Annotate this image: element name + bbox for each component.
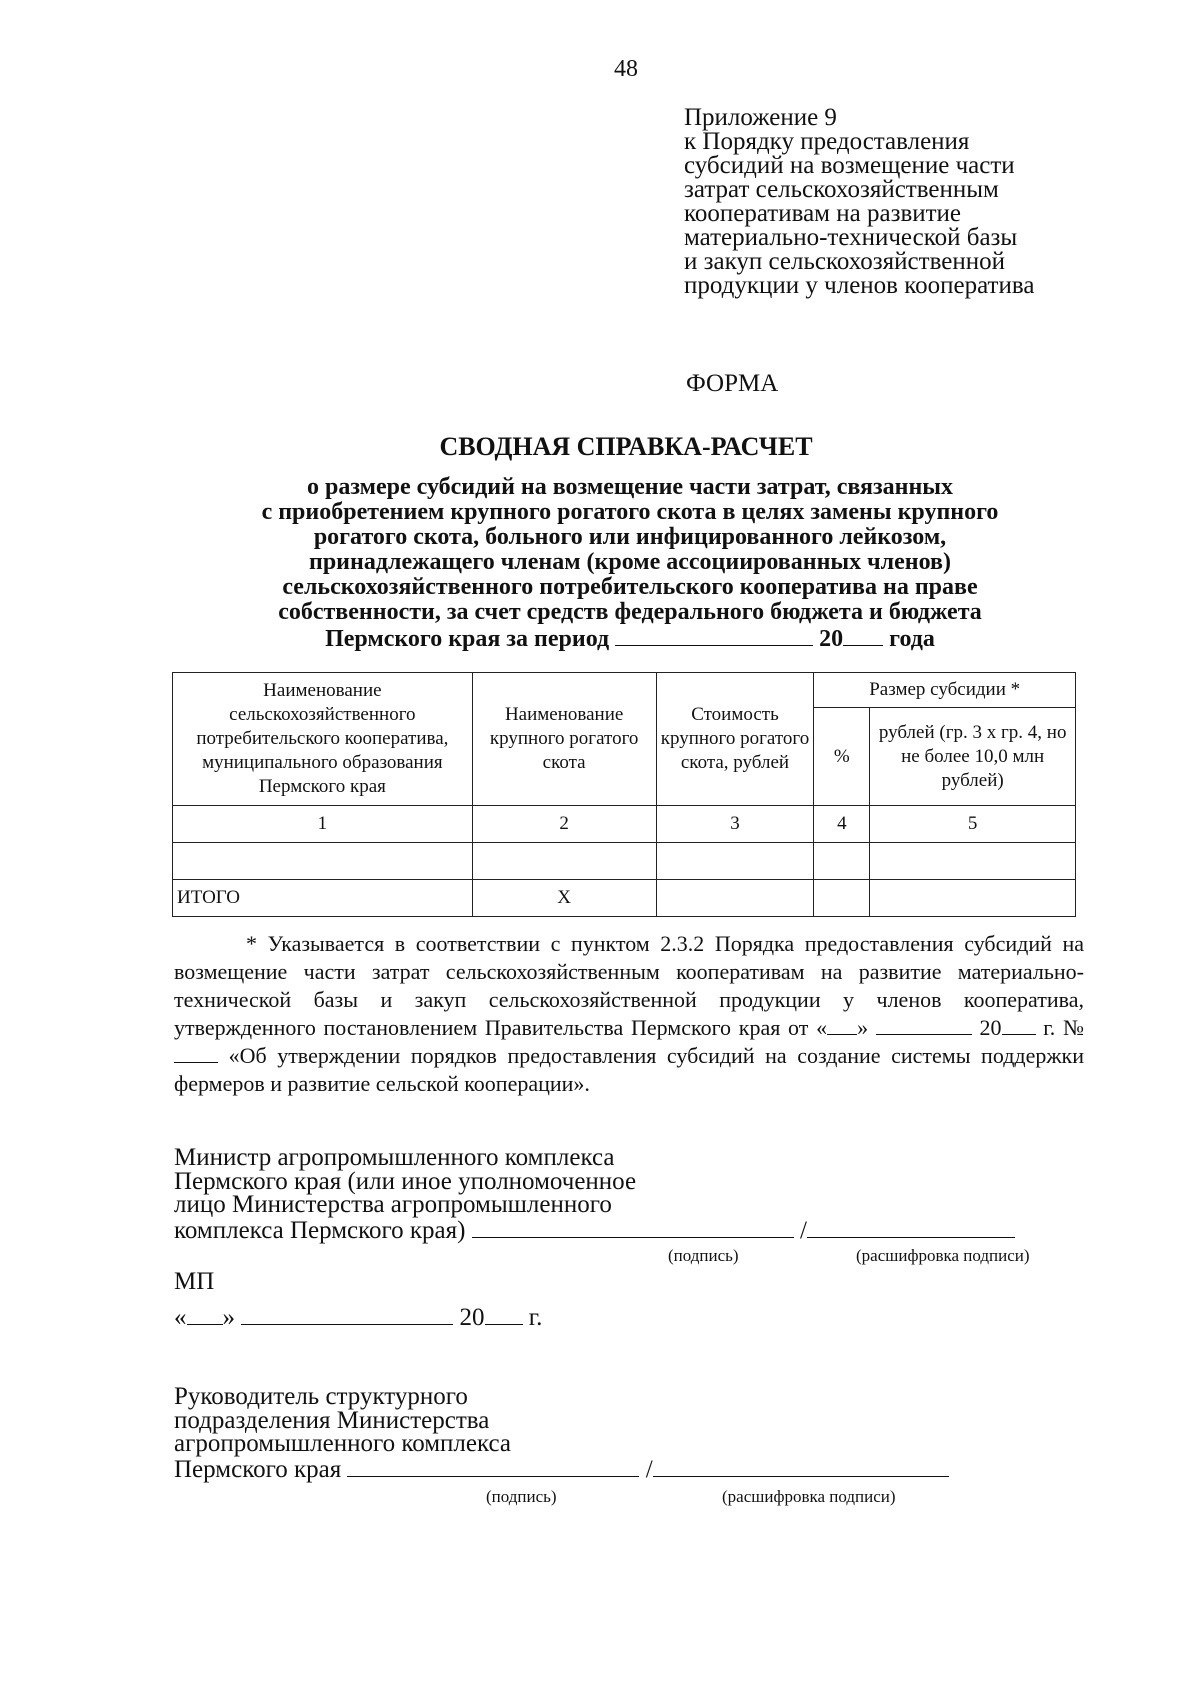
signer-title-line: подразделения Министерства	[174, 1406, 490, 1434]
subtitle-line: сельскохозяйственного потребительского кооператива на праве	[282, 574, 978, 600]
stamp-label: МП	[174, 1268, 215, 1295]
signer-title-last: комплекса Пермского края)	[174, 1216, 466, 1244]
date-line	[174, 1304, 542, 1332]
signer-title-last: Пермского края	[174, 1455, 342, 1483]
annex-line: к Порядку предоставления	[684, 128, 970, 155]
footnote-year-blank[interactable]	[1002, 1014, 1036, 1035]
annex-line: материально-технической базы	[684, 224, 1018, 251]
signer-title-line: Министр агропромышленного комплекса	[174, 1144, 615, 1171]
signer-title-line: Пермского края (или иное уполномоченное	[174, 1167, 637, 1195]
column-number: 1	[173, 806, 473, 843]
annex-block	[684, 106, 1034, 298]
subtitle-line: собственности, за счет средств федерального бюджета и бюджета	[278, 599, 982, 625]
signature-slash: /	[799, 1216, 807, 1244]
header-percent: %	[814, 708, 870, 806]
footnote-year: 20	[979, 1015, 1002, 1040]
total-rubles-cell[interactable]	[870, 880, 1076, 917]
table-cell[interactable]	[870, 843, 1076, 880]
footnote-quote-close: »	[857, 1015, 869, 1040]
page-number: 48	[614, 56, 638, 82]
period-suffix: года	[889, 626, 935, 652]
footnote-month-blank[interactable]	[876, 1014, 972, 1035]
caption-signature: (подпись)	[486, 1487, 557, 1506]
footnote-from: от «	[788, 1015, 828, 1040]
signature-blank[interactable]	[347, 1456, 639, 1477]
numbers-row	[173, 806, 1076, 843]
annex-line: продукции у членов кооператива	[684, 272, 1035, 299]
decoding-blank[interactable]	[653, 1456, 949, 1477]
subtitle-last-line	[160, 625, 1100, 652]
caption-signature: (подпись)	[668, 1246, 739, 1265]
table-cell[interactable]	[173, 843, 473, 880]
footnote	[174, 930, 1084, 1098]
signature-blank[interactable]	[472, 1217, 794, 1238]
date-year: 20	[459, 1304, 485, 1331]
decoding-blank[interactable]	[807, 1217, 1015, 1238]
signature-slash: /	[645, 1455, 653, 1483]
document-title: СВОДНАЯ СПРАВКА-РАСЧЕТ	[439, 432, 813, 461]
date-suffix: г.	[528, 1304, 543, 1331]
subtitle-line: принадлежащего членам (кроме ассоциированных членов)	[309, 549, 951, 575]
minister-signature-block	[174, 1146, 1015, 1242]
header-cattle-name: Наименование крупного рогатого скота	[472, 673, 656, 806]
annex-line: Приложение 9	[684, 104, 837, 131]
period-year: 20	[819, 626, 844, 652]
header-subsidy-size: Размер субсидии *	[814, 673, 1076, 708]
footnote-number-blank[interactable]	[174, 1042, 218, 1063]
header-cattle-cost: Стоимость крупного рогатого скота, рублей	[656, 673, 814, 806]
column-number: 5	[870, 806, 1076, 843]
column-number: 3	[656, 806, 814, 843]
caption-decoding: (расшифровка подписи)	[722, 1487, 896, 1506]
annex-line: затрат сельскохозяйственным	[684, 176, 999, 203]
form-label: ФОРМА	[686, 370, 779, 397]
empty-data-row	[173, 843, 1076, 880]
total-percent-cell[interactable]	[814, 880, 870, 917]
signer-last-line	[174, 1217, 1015, 1243]
date-close-quote: »	[222, 1304, 235, 1331]
total-label: ИТОГО	[173, 880, 473, 917]
year-blank[interactable]	[843, 625, 883, 646]
footnote-number-label: г. №	[1043, 1015, 1084, 1040]
signer-last-line	[174, 1456, 949, 1482]
signer-title-line: агропромышленного комплекса	[174, 1430, 512, 1457]
footnote-text-1: * Указывается в соответствии с пунктом 2.3.2 Порядка предоставления субсидий на возмещение части затрат сельскохозяйственным кооперативам на развитие материально-технической базы и закуп сельскохозяйственной продукции у членов кооператива, утвержденного постановлением Правительства Пермского края	[174, 931, 1084, 1040]
column-number: 4	[814, 806, 870, 843]
caption-decoding: (расшифровка подписи)	[856, 1246, 1030, 1265]
period-blank[interactable]	[615, 625, 813, 646]
subsidy-table	[172, 672, 1076, 917]
column-number: 2	[472, 806, 656, 843]
table-cell[interactable]	[656, 843, 814, 880]
annex-line: кооперативам на развитие	[684, 200, 962, 227]
subtitle-line: о размере субсидий на возмещение части затрат, связанных	[306, 474, 954, 500]
date-day-blank[interactable]	[187, 1304, 223, 1325]
subtitle-line: рогатого скота, больного или инфицированного лейкозом,	[313, 524, 947, 550]
annex-line: и закуп сельскохозяйственной	[684, 248, 1005, 275]
document-subtitle	[160, 475, 1100, 652]
header-rubles: рублей (гр. 3 x гр. 4, но не более 10,0 млн рублей)	[870, 708, 1076, 806]
footnote-text-2: «Об утверждении порядков предоставления субсидий на создание системы поддержки фермеров и развитие сельской кооперации».	[174, 1043, 1085, 1096]
footnote-day-blank[interactable]	[827, 1014, 857, 1035]
table-cell[interactable]	[472, 843, 656, 880]
period-prefix: Пермского края за период	[325, 626, 610, 652]
total-cattle-x: X	[472, 880, 656, 917]
head-signature-block	[174, 1385, 949, 1481]
header-cooperative: Наименование сельскохозяйственного потребительского кооператива, муниципального образования Пермского края	[173, 673, 473, 806]
date-year-blank[interactable]	[485, 1304, 523, 1325]
total-row	[173, 880, 1076, 917]
signer-title-line: лицо Министерства агропромышленного	[174, 1191, 612, 1218]
subtitle-line: с приобретением крупного рогатого скота в целях замены крупного	[261, 499, 999, 525]
date-month-blank[interactable]	[241, 1304, 453, 1325]
date-open-quote: «	[174, 1304, 187, 1331]
signer-title-line: Руководитель структурного	[174, 1383, 468, 1410]
total-cost-cell[interactable]	[656, 880, 814, 917]
annex-line: субсидий на возмещение части	[684, 152, 1015, 179]
table-cell[interactable]	[814, 843, 870, 880]
